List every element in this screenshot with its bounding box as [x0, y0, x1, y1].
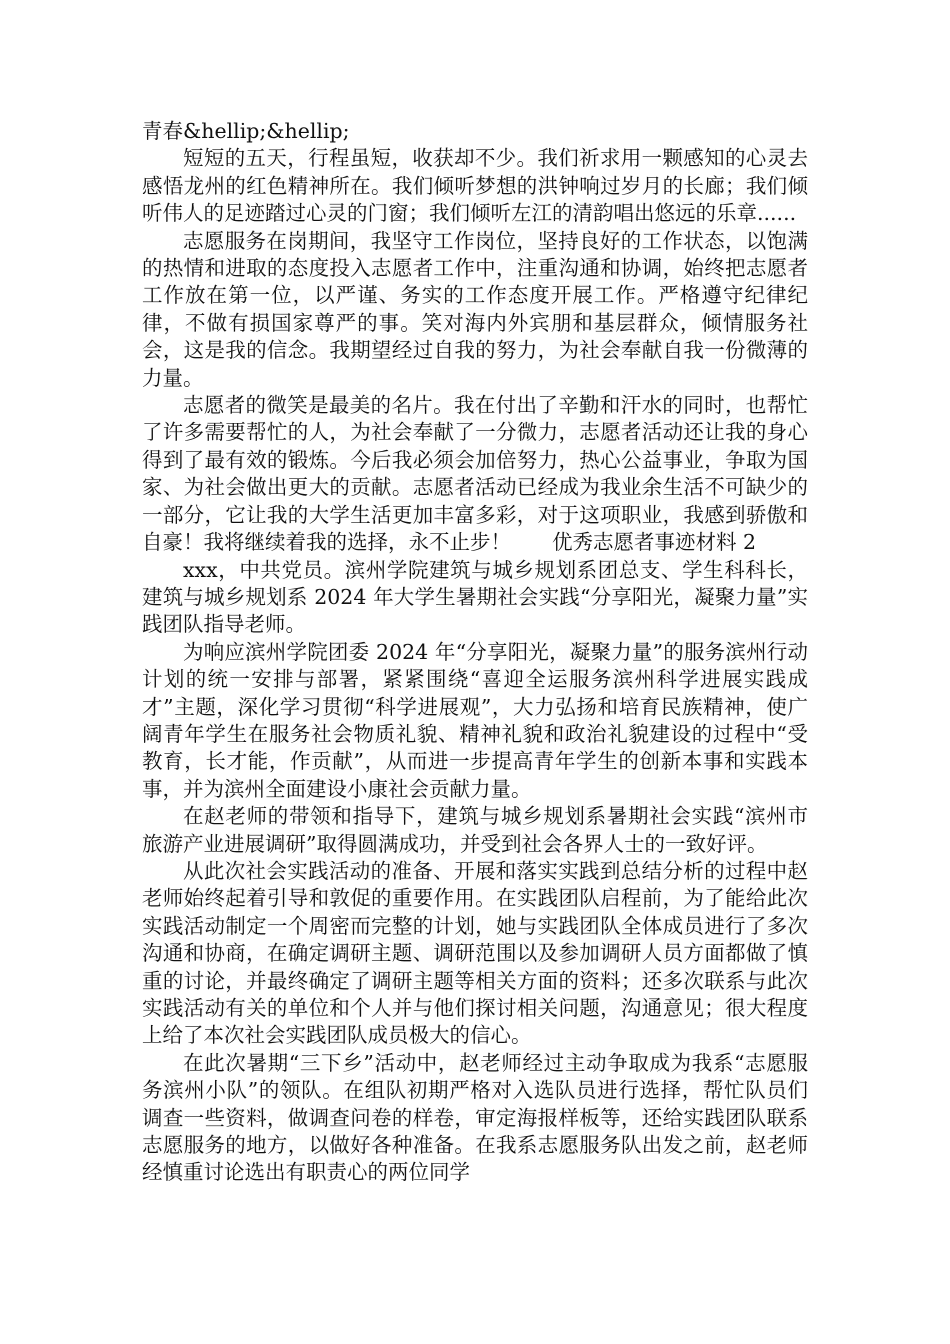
- paragraph-1: 青春&hellip;&hellip;: [142, 119, 350, 143]
- paragraph-8: 从此次社会实践活动的准备、开展和落实实践到总结分析的过程中赵老师始终起着引导和敦促的重要作用。在实践团队启程前，为了能给此次实践活动制定一个周密而完整的计划，她与实践团队全体成员进行了多次沟通和协商，在确定调研主题、调研范围以及参加调研人员方面都做了慎重的讨论，并最终确定了调研主题等相关方面的资料；还多次联系与此次实践活动有关的单位和个人并与他们探讨相关问题，沟通意见；很大程度上给了本次社会实践团队成员极大的信心。: [142, 858, 808, 1048]
- paragraph-2: 短短的五天，行程虽短，收获却不少。我们祈求用一颗感知的心灵去感悟龙州的红色精神所在。我们倾听梦想的洪钟响过岁月的长廊；我们倾听伟人的足迹踏过心灵的门窗；我们倾听左江的清韵唱出悠远的乐章......: [142, 146, 808, 226]
- paragraph-5: xxx，中共党员。滨州学院建筑与城乡规划系团总支、学生科科长，建筑与城乡规划系 2024 年大学生暑期社会实践“分享阳光，凝聚力量”实践团队指导老师。: [142, 557, 808, 637]
- paragraph-6: 为响应滨州学院团委 2024 年“分享阳光，凝聚力量”的服务滨州行动计划的统一安排与部署，紧紧围绕“喜迎全运服务滨州科学进展实践成才”主题，深化学习贯彻“科学进展观”，大力弘扬和培育民族精神，使广阔青年学生在服务社会物质礼貌、精神礼貌和政治礼貌建设的过程中“受教育，长才能，作贡献”，从而进一步提高青年学生的创新本事和实践本事，并为滨州全面建设小康社会贡献力量。: [142, 639, 808, 801]
- paragraph-4: 志愿者的微笑是最美的名片。我在付出了辛勤和汗水的同时，也帮忙了许多需要帮忙的人，为社会奉献了一分微力，志愿者活动还让我的身心得到了最有效的锻炼。今后我必须会加倍努力，热心公益事业，争取为国家、为社会做出更大的贡献。志愿者活动已经成为我业余生活不可缺少的一部分，它让我的大学生活更加丰富多彩，对于这项职业，我感到骄傲和自豪！我将继续着我的选择，永不止步！ 优秀志愿者事迹材料 2: [142, 393, 808, 555]
- paragraph-3: 志愿服务在岗期间，我坚守工作岗位，坚持良好的工作状态，以饱满的热情和进取的态度投入志愿者工作中，注重沟通和协调，始终把志愿者工作放在第一位，以严谨、务实的工作态度开展工作。严格遵守纪律纪律，不做有损国家尊严的事。笑对海内外宾朋和基层群众，倾情服务社会，这是我的信念。我期望经过自我的努力，为社会奉献自我一份微薄的力量。: [142, 228, 808, 390]
- paragraph-9: 在此次暑期“三下乡”活动中，赵老师经过主动争取成为我系“志愿服务滨州小队”的领队。在组队初期严格对入选队员进行选择，帮忙队员们调查一些资料，做调查问卷的样卷，审定海报样板等，还给实践团队联系志愿服务的地方，以做好各种准备。在我系志愿服务队出发之前，赵老师经慎重讨论选出有职责心的两位同学: [142, 1050, 808, 1185]
- paragraph-7: 在赵老师的带领和指导下，建筑与城乡规划系暑期社会实践“滨州市旅游产业进展调研”取得圆满成功，并受到社会各界人士的一致好评。: [142, 804, 808, 856]
- document-body: [142, 118, 808, 1187]
